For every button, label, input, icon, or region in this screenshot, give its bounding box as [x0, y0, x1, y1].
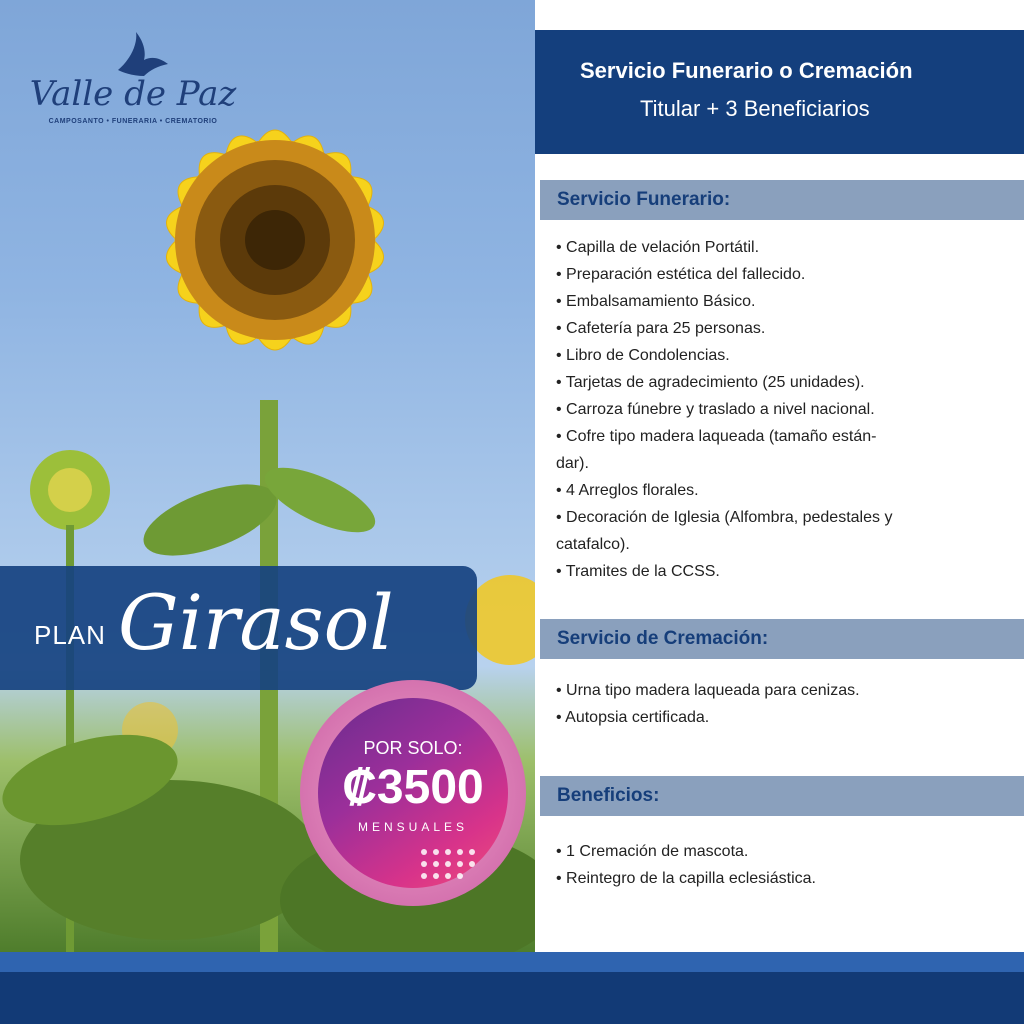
section-title-funerario: Servicio Funerario:	[557, 189, 731, 210]
price-prefix: POR SOLO:	[363, 738, 463, 758]
header-subtitle: Titular + 3 Beneficiarios	[640, 96, 870, 121]
brand-tagline: CAMPOSANTO • FUNERARIA • CREMATORIO	[48, 118, 218, 125]
list-beneficios	[556, 838, 996, 892]
dove-icon	[114, 30, 170, 80]
price-amount: ₡3500	[342, 761, 484, 814]
list-item: • 4 Arreglos florales.	[556, 482, 699, 499]
list-item: • Cofre tipo madera laqueada (tamaño están-	[556, 428, 877, 445]
list-item: catafalco).	[556, 536, 630, 553]
list-item: • 1 Cremación de mascota.	[556, 843, 749, 860]
plan-label: PLAN	[34, 620, 106, 650]
section-title-cremacion: Servicio de Cremación:	[557, 628, 769, 649]
plan-name: Girasol	[118, 578, 394, 667]
list-item: • Preparación estética del fallecido.	[556, 266, 806, 283]
brand-logo	[28, 30, 238, 130]
list-item: • Libro de Condolencias.	[556, 347, 730, 364]
list-item: • Decoración de Iglesia (Alfombra, pedestales y	[556, 509, 893, 526]
list-item: • Carroza fúnebre y traslado a nivel nacional.	[556, 401, 875, 418]
list-item: dar).	[556, 455, 589, 472]
list-item: • Reintegro de la capilla eclesiástica.	[556, 870, 816, 887]
list-item: • Cafetería para 25 personas.	[556, 320, 766, 337]
brand-name: Valle de Paz	[29, 74, 237, 114]
list-item: • Autopsia certificada.	[556, 709, 710, 726]
footer-bar	[0, 972, 1024, 1024]
list-item: • Tramites de la CCSS.	[556, 563, 720, 580]
list-funerario	[556, 234, 996, 585]
list-item: • Embalsamamiento Básico.	[556, 293, 756, 310]
header-banner	[535, 30, 1024, 154]
decorative-dots-icon	[418, 846, 478, 882]
price-suffix: MENSUALES	[357, 820, 469, 834]
section-title-beneficios: Beneficios:	[557, 785, 660, 806]
list-item: • Urna tipo madera laqueada para cenizas.	[556, 682, 860, 699]
list-cremacion	[556, 677, 996, 731]
list-item: • Tarjetas de agradecimiento (25 unidades).	[556, 374, 865, 391]
footer-stripe	[0, 952, 1024, 972]
header-title: Servicio Funerario o Cremación	[580, 58, 913, 83]
list-item: • Capilla de velación Portátil.	[556, 239, 760, 256]
